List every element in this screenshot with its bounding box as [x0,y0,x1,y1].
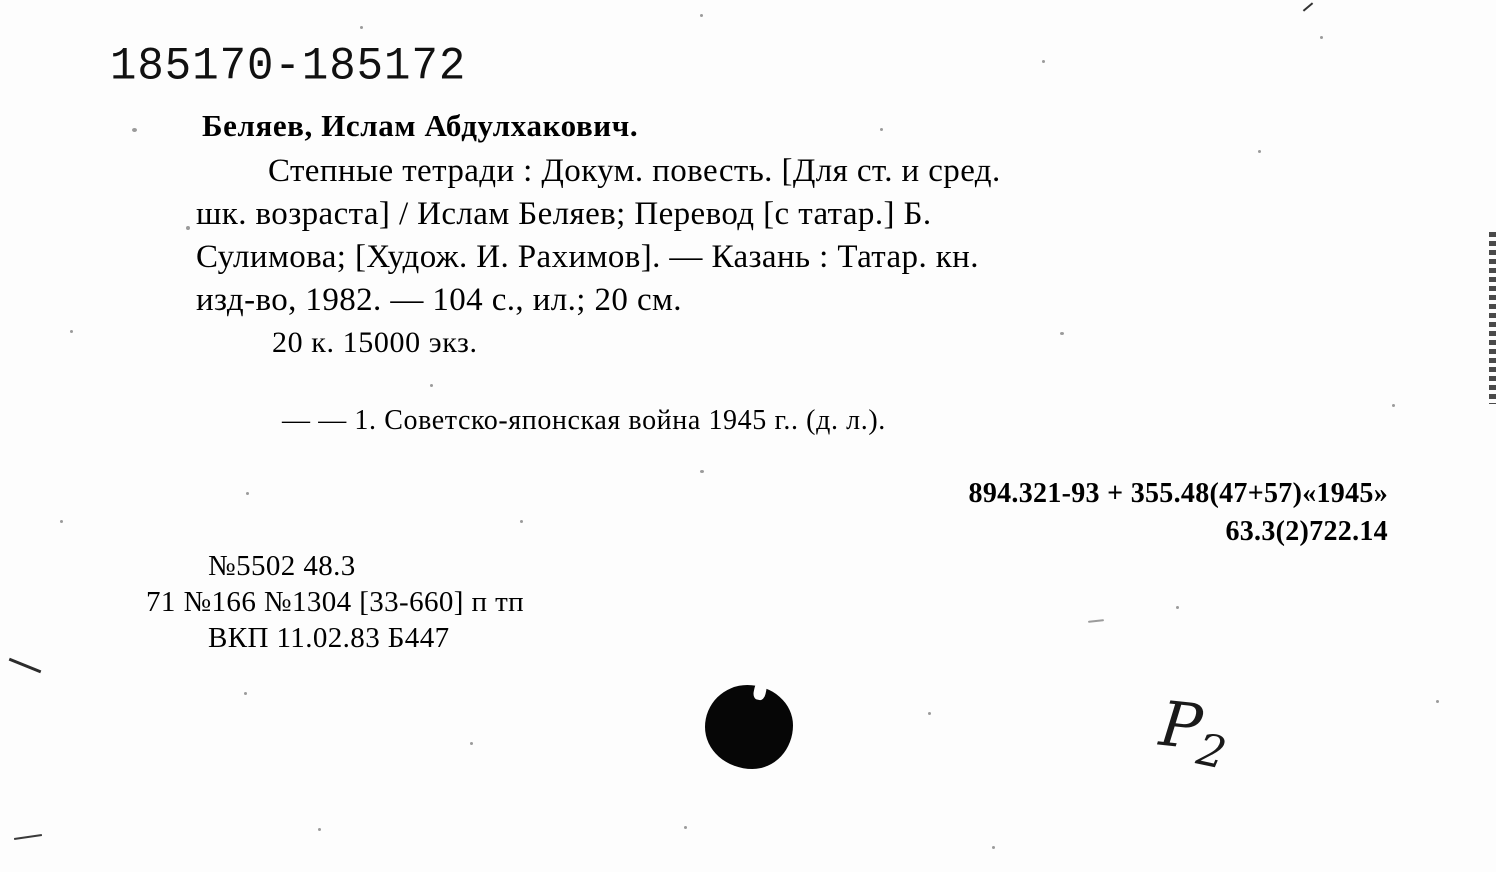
description-line: шк. возраста] / Ислам Беляев; Перевод [с татар.] Б. [196,196,932,232]
paper-speckle [132,128,137,132]
bbk-classification: 63.3(2)722.14 [1225,516,1388,547]
paper-speckle [1060,332,1064,335]
price-and-print-run: 20 к. 15000 экз. [272,326,478,359]
paper-speckle [186,226,190,230]
paper-speckle [1176,606,1179,609]
paper-speckle [992,846,995,849]
paper-speckle [1392,404,1395,407]
subject-heading: — — 1. Советско-японская война 1945 г.. (д. л.). [282,405,886,436]
paper-speckle [880,128,883,131]
scan-edge-artifact-right [1489,232,1496,404]
author-heading: Беляев, Ислам Абдулхакович. [202,108,639,143]
paper-speckle [684,826,687,829]
paper-speckle [1258,150,1261,153]
footer-line: ВКП 11.02.83 Б447 [208,622,450,654]
paper-speckle [1088,619,1104,623]
paper-speckle [244,692,247,695]
udc-classification: 894.321-93 + 355.48(47+57)«1945» [968,478,1388,509]
footer-line: 71 №166 №1304 [33-660] п тп [146,586,525,618]
paper-speckle [1436,700,1439,703]
paper-speckle [246,492,249,495]
paper-speckle [360,26,363,29]
handwritten-shelfmark [1156,686,1229,780]
paper-speckle [520,520,523,523]
handwritten-letter: P [1156,686,1204,764]
paper-speckle [430,384,433,387]
accession-number-stamp: 185170-185172 [110,40,467,94]
footer-codes [146,548,525,656]
paper-speckle [318,828,321,831]
paper-speckle [470,742,473,745]
bibliographic-entry [196,108,1396,360]
description-line: Степные тетради : Докум. повесть. [Для ст. и сред. [268,153,1001,189]
scan-corner-artifact [1303,2,1313,11]
ink-blot-icon [706,686,792,768]
description-block [196,150,1396,322]
scan-edge-artifact-left [9,658,42,674]
footer-line: №5502 48.3 [208,550,356,582]
paper-speckle [1042,60,1045,63]
paper-speckle [1320,36,1323,39]
handwritten-digit: 2 [1192,723,1229,780]
description-line: изд-во, 1982. — 104 с., ил.; 20 см. [196,282,682,318]
paper-speckle [700,470,704,473]
paper-speckle [70,330,73,333]
paper-speckle [928,712,931,715]
description-line: Сулимова; [Худож. И. Рахимов]. — Казань : Татар. кн. [196,239,979,275]
paper-speckle [700,14,703,17]
scan-edge-artifact-left-lower [14,834,42,840]
paper-speckle [60,520,63,523]
